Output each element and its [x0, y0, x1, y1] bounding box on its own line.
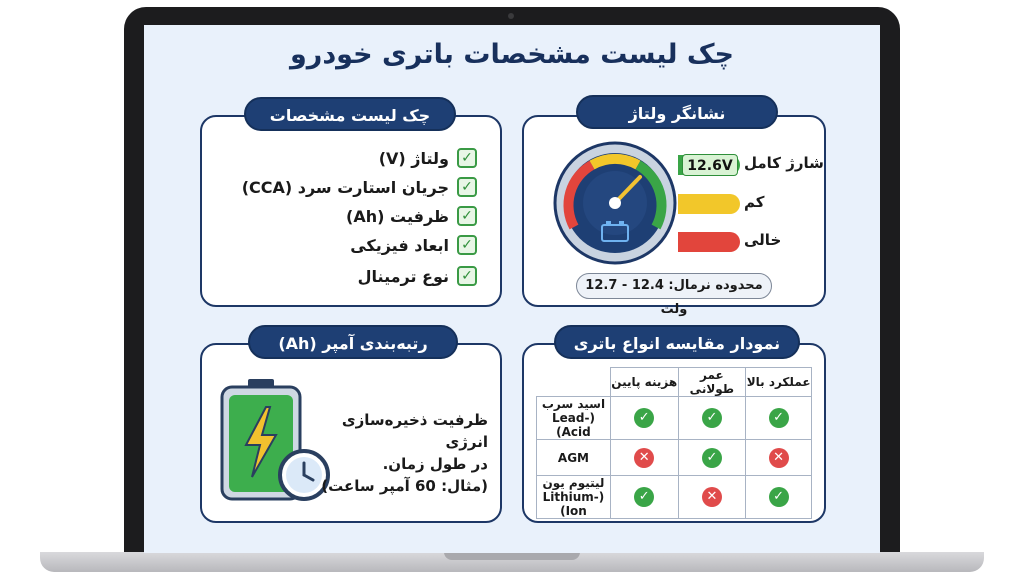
check-circle-icon: ✓	[769, 408, 789, 428]
row-header-blank	[537, 368, 611, 397]
check-icon: ✓	[457, 235, 477, 255]
checklist-item[interactable]	[379, 145, 477, 171]
full-charge-label: شارژ کامل	[744, 154, 824, 172]
ampere-line-1: ظرفیت ذخیره‌سازی انرژی	[341, 411, 488, 451]
check-circle-icon: ✓	[702, 448, 722, 468]
ampere-description	[318, 409, 488, 497]
camera-icon	[508, 13, 514, 19]
checklist-item[interactable]	[358, 263, 477, 289]
row-header	[537, 440, 611, 476]
laptop-screen	[144, 25, 880, 553]
checklist-item-label: جریان استارت سرد (CCA)	[241, 177, 449, 197]
checklist-item-label: نوع ترمینال	[357, 266, 449, 286]
check-circle-icon: ✓	[634, 487, 654, 507]
checklist-item-label: ولتاژ (V)	[378, 148, 449, 168]
table-row	[537, 397, 812, 440]
voltmeter-heading: نشانگر ولتاژ	[576, 95, 778, 129]
check-icon: ✓	[457, 177, 477, 197]
page-title: چک لیست مشخصات باتری خودرو	[290, 39, 734, 70]
row-name: لیتیوم یون	[542, 476, 605, 490]
cross-circle-icon: ✕	[702, 487, 722, 507]
empty-charge-bar	[678, 232, 740, 252]
check-icon: ✓	[457, 148, 477, 168]
row-name: اسید سرب	[541, 397, 606, 411]
table-header-row	[537, 368, 812, 397]
checklist-heading: چک لیست مشخصات	[244, 97, 456, 131]
laptop-notch	[444, 552, 580, 560]
ampere-line-3: (مثال: 60 آمپر ساعت)	[321, 477, 488, 495]
cross-circle-icon: ✕	[634, 448, 654, 468]
check-icon: ✓	[457, 206, 477, 226]
row-sub: (Lead-Acid)	[551, 411, 595, 439]
checklist-item-label: ظرفیت (Ah)	[346, 206, 449, 226]
column-header: عملکرد بالا	[746, 368, 812, 397]
table-row	[537, 476, 812, 519]
column-header: هزینه پایین	[610, 368, 678, 397]
comparison-heading: نمودار مقایسه انواع باتری	[554, 325, 800, 359]
row-name: AGM	[557, 450, 589, 465]
checklist-item[interactable]	[346, 203, 477, 229]
checklist-item-label: ابعاد فیزیکی	[350, 235, 449, 255]
check-circle-icon: ✓	[769, 487, 789, 507]
battery-clock-icon	[218, 379, 334, 503]
row-sub: (Lithium-Ion)	[542, 490, 605, 518]
full-charge-value: 12.6V	[682, 154, 738, 176]
low-charge-label: کم	[744, 193, 765, 211]
table-row	[537, 440, 812, 476]
checklist-item[interactable]	[242, 174, 477, 200]
row-header	[537, 476, 611, 519]
row-header	[537, 397, 611, 440]
empty-charge-label: خالی	[744, 231, 782, 249]
voltage-gauge-icon	[552, 139, 678, 269]
check-circle-icon: ✓	[634, 408, 654, 428]
low-charge-bar	[678, 194, 740, 214]
ampere-heading: رتبه‌بندی آمپر (Ah)	[248, 325, 458, 359]
ampere-line-2: در طول زمان.	[382, 455, 488, 473]
normal-range-badge: محدوده نرمال: 12.4 - 12.7 ولت	[576, 273, 772, 299]
cross-circle-icon: ✕	[769, 448, 789, 468]
check-icon: ✓	[457, 266, 477, 286]
comparison-table	[536, 367, 812, 519]
check-circle-icon: ✓	[702, 408, 722, 428]
column-header: عمر طولانی	[678, 368, 746, 397]
checklist-item[interactable]	[350, 232, 477, 258]
